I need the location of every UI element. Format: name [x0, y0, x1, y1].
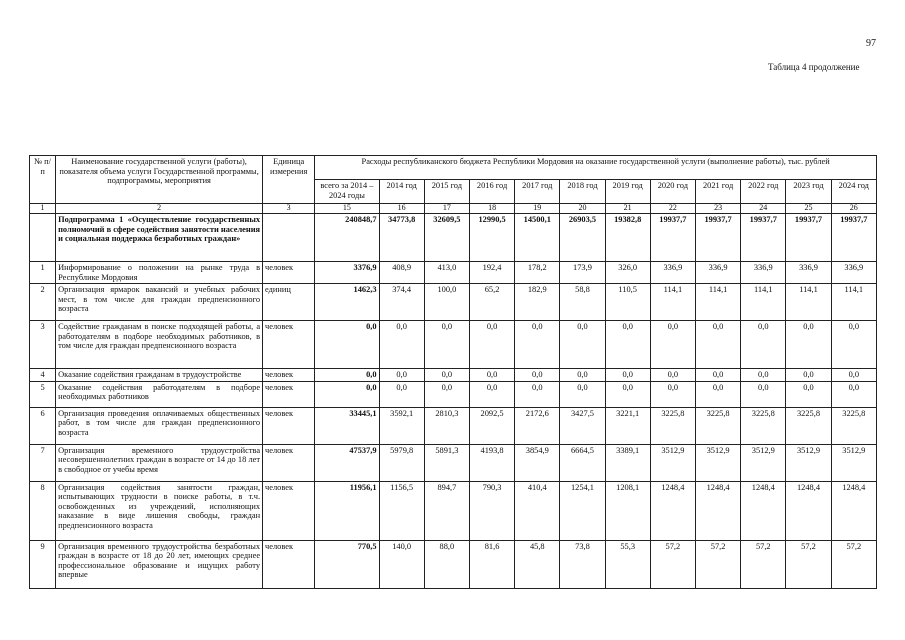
row-value: 192,4 [469, 262, 514, 284]
row-value: 19937,7 [831, 214, 876, 262]
header-year: 2016 год [469, 180, 514, 204]
row-value: 0,0 [831, 369, 876, 382]
row-total: 770,5 [315, 540, 379, 588]
row-value: 3225,8 [786, 407, 831, 444]
column-number: 19 [515, 204, 560, 214]
row-number: 6 [30, 407, 56, 444]
row-value: 0,0 [379, 381, 424, 407]
header-num: № п/п [30, 156, 56, 204]
row-value: 19382,8 [605, 214, 650, 262]
row-value: 0,0 [650, 369, 695, 382]
column-number: 16 [379, 204, 424, 214]
column-number: 20 [560, 204, 605, 214]
table-row [30, 381, 877, 407]
row-total: 47537,9 [315, 444, 379, 481]
row-value: 0,0 [786, 321, 831, 369]
row-value: 0,0 [560, 369, 605, 382]
row-value: 81,6 [469, 540, 514, 588]
table-caption: Таблица 4 продолжение [768, 62, 860, 72]
row-value: 0,0 [741, 381, 786, 407]
row-name: Организация ярмарок вакансий и учебных рабочих мест, в том числе для граждан предпенсионного возраста [56, 284, 263, 321]
row-total: 240848,7 [315, 214, 379, 262]
column-number: 2 [56, 204, 263, 214]
row-value: 12990,5 [469, 214, 514, 262]
row-value: 1248,4 [741, 481, 786, 540]
row-value: 57,2 [786, 540, 831, 588]
row-number: 1 [30, 262, 56, 284]
row-value: 57,2 [831, 540, 876, 588]
row-number: 5 [30, 381, 56, 407]
row-value: 140,0 [379, 540, 424, 588]
row-value: 408,9 [379, 262, 424, 284]
row-value: 0,0 [560, 381, 605, 407]
row-name: Организация временного трудоустройства несовершеннолетних граждан в возрасте от 14 до 18 лет в свободное от учебы время [56, 444, 263, 481]
row-unit: человек [263, 444, 315, 481]
column-number: 15 [315, 204, 379, 214]
row-value: 336,9 [650, 262, 695, 284]
column-number: 24 [741, 204, 786, 214]
page-number: 97 [866, 38, 876, 49]
header-unit: Единица измерения [263, 156, 315, 204]
row-value: 336,9 [831, 262, 876, 284]
row-value: 34773,8 [379, 214, 424, 262]
table-row [30, 321, 877, 369]
row-value: 2172,6 [515, 407, 560, 444]
row-value: 3512,9 [695, 444, 740, 481]
row-unit [263, 214, 315, 262]
row-value: 14500,1 [515, 214, 560, 262]
row-value: 3854,9 [515, 444, 560, 481]
row-name: Подпрограмма 1 «Осуществление государственных полномочий в сфере содействия занятости населения и социальная поддержка безработных граждан» [56, 214, 263, 262]
row-value: 0,0 [741, 321, 786, 369]
row-value: 336,9 [786, 262, 831, 284]
row-number: 7 [30, 444, 56, 481]
header-year: 2019 год [605, 180, 650, 204]
row-value: 1156,5 [379, 481, 424, 540]
row-value: 65,2 [469, 284, 514, 321]
column-number: 1 [30, 204, 56, 214]
column-numbers-row [30, 204, 877, 214]
row-value: 88,0 [424, 540, 469, 588]
row-value: 0,0 [831, 321, 876, 369]
header-expenses: Расходы республиканского бюджета Республики Мордовия на оказание государственной услуги (выполнение работы), тыс. рублей [315, 156, 877, 180]
row-value: 0,0 [786, 369, 831, 382]
column-number: 18 [469, 204, 514, 214]
row-value: 0,0 [379, 321, 424, 369]
row-value: 114,1 [650, 284, 695, 321]
row-value: 0,0 [424, 381, 469, 407]
row-value: 114,1 [741, 284, 786, 321]
header-year: 2018 год [560, 180, 605, 204]
header-year: 2014 год [379, 180, 424, 204]
row-value: 173,9 [560, 262, 605, 284]
row-value: 3592,1 [379, 407, 424, 444]
header-year: 2021 год [695, 180, 740, 204]
row-value: 55,3 [605, 540, 650, 588]
budget-table [29, 155, 877, 589]
row-name: Оказание содействия гражданам в трудоустройстве [56, 369, 263, 382]
row-number: 8 [30, 481, 56, 540]
row-value: 114,1 [695, 284, 740, 321]
header-year: 2015 год [424, 180, 469, 204]
header-year: 2022 год [741, 180, 786, 204]
row-value: 3221,1 [605, 407, 650, 444]
column-number: 3 [263, 204, 315, 214]
row-total: 1462,3 [315, 284, 379, 321]
row-total: 33445,1 [315, 407, 379, 444]
row-value: 4193,8 [469, 444, 514, 481]
column-number: 26 [831, 204, 876, 214]
row-value: 894,7 [424, 481, 469, 540]
row-value: 0,0 [424, 369, 469, 382]
row-name: Информирование о положении на рынке труда в Республике Мордовия [56, 262, 263, 284]
row-unit: человек [263, 262, 315, 284]
row-name: Организация содействия занятости граждан, испытывающих трудности в поиске работы, в т.ч. освобожденных из учреждений, исполняющих наказание в виде лишения свободы, граждан предпенсионного возраста [56, 481, 263, 540]
row-value: 3225,8 [831, 407, 876, 444]
row-value: 57,2 [695, 540, 740, 588]
row-value: 1248,4 [650, 481, 695, 540]
row-value: 0,0 [515, 321, 560, 369]
row-unit: человек [263, 321, 315, 369]
table-row [30, 481, 877, 540]
row-value: 100,0 [424, 284, 469, 321]
row-name: Организация проведения оплачиваемых общественных работ, в том числе для граждан предпенсионного возраста [56, 407, 263, 444]
row-unit: человек [263, 540, 315, 588]
row-value: 3225,8 [695, 407, 740, 444]
row-value: 26903,5 [560, 214, 605, 262]
row-value: 0,0 [831, 381, 876, 407]
table-row [30, 214, 877, 262]
row-value: 1248,4 [695, 481, 740, 540]
row-unit: человек [263, 481, 315, 540]
row-value: 3512,9 [650, 444, 695, 481]
row-value: 73,8 [560, 540, 605, 588]
row-value: 3225,8 [650, 407, 695, 444]
row-value: 410,4 [515, 481, 560, 540]
row-value: 374,4 [379, 284, 424, 321]
row-value: 57,2 [650, 540, 695, 588]
header-year: 2017 год [515, 180, 560, 204]
row-number: 4 [30, 369, 56, 382]
row-name: Оказание содействия работодателям в подборе необходимых работников [56, 381, 263, 407]
row-value: 0,0 [741, 369, 786, 382]
row-value: 0,0 [469, 381, 514, 407]
row-value: 0,0 [379, 369, 424, 382]
row-unit: человек [263, 381, 315, 407]
column-number: 21 [605, 204, 650, 214]
row-total: 0,0 [315, 369, 379, 382]
row-value: 114,1 [831, 284, 876, 321]
row-value: 0,0 [424, 321, 469, 369]
row-value: 6664,5 [560, 444, 605, 481]
row-value: 0,0 [695, 369, 740, 382]
row-value: 336,9 [695, 262, 740, 284]
row-value: 45,8 [515, 540, 560, 588]
column-number: 22 [650, 204, 695, 214]
row-total: 3376,9 [315, 262, 379, 284]
table-row [30, 284, 877, 321]
row-value: 182,9 [515, 284, 560, 321]
row-value: 2092,5 [469, 407, 514, 444]
row-value: 32609,5 [424, 214, 469, 262]
row-value: 0,0 [515, 381, 560, 407]
row-name: Содействие гражданам в поиске подходящей работы, а работодателям в подборе необходимых работников, в том числе для граждан предпенсионного возраста [56, 321, 263, 369]
row-number [30, 214, 56, 262]
row-value: 0,0 [469, 369, 514, 382]
row-value: 3427,5 [560, 407, 605, 444]
row-value: 19937,7 [650, 214, 695, 262]
row-value: 5891,3 [424, 444, 469, 481]
row-value: 2810,3 [424, 407, 469, 444]
header-total: всего за 2014 – 2024 годы [315, 180, 379, 204]
row-number: 2 [30, 284, 56, 321]
row-value: 114,1 [786, 284, 831, 321]
row-value: 1248,4 [831, 481, 876, 540]
column-number: 23 [695, 204, 740, 214]
row-value: 0,0 [605, 321, 650, 369]
row-value: 0,0 [695, 321, 740, 369]
table-row [30, 369, 877, 382]
row-unit: единиц [263, 284, 315, 321]
row-value: 3389,1 [605, 444, 650, 481]
row-value: 57,2 [741, 540, 786, 588]
row-value: 19937,7 [695, 214, 740, 262]
row-value: 790,3 [469, 481, 514, 540]
header-year: 2024 год [831, 180, 876, 204]
row-value: 19937,7 [786, 214, 831, 262]
row-total: 0,0 [315, 321, 379, 369]
row-value: 0,0 [515, 369, 560, 382]
row-number: 3 [30, 321, 56, 369]
row-value: 58,8 [560, 284, 605, 321]
row-value: 178,2 [515, 262, 560, 284]
header-year: 2020 год [650, 180, 695, 204]
row-total: 11956,1 [315, 481, 379, 540]
row-value: 3512,9 [786, 444, 831, 481]
row-value: 110,5 [605, 284, 650, 321]
row-total: 0,0 [315, 381, 379, 407]
row-value: 3225,8 [741, 407, 786, 444]
column-number: 17 [424, 204, 469, 214]
row-value: 0,0 [560, 321, 605, 369]
row-value: 0,0 [650, 321, 695, 369]
table-body [30, 214, 877, 589]
row-value: 5979,8 [379, 444, 424, 481]
row-value: 413,0 [424, 262, 469, 284]
table-row [30, 407, 877, 444]
row-value: 0,0 [605, 369, 650, 382]
row-value: 0,0 [605, 381, 650, 407]
row-value: 336,9 [741, 262, 786, 284]
row-value: 3512,9 [831, 444, 876, 481]
table-row [30, 540, 877, 588]
row-value: 1248,4 [786, 481, 831, 540]
row-value: 1254,1 [560, 481, 605, 540]
row-value: 326,0 [605, 262, 650, 284]
row-value: 0,0 [650, 381, 695, 407]
header-year: 2023 год [786, 180, 831, 204]
row-value: 19937,7 [741, 214, 786, 262]
row-name: Организация временного трудоустройства безработных граждан в возрасте от 18 до 20 лет, имеющих среднее профессиональное образование и ищущих работу впервые [56, 540, 263, 588]
row-value: 0,0 [695, 381, 740, 407]
table-row [30, 262, 877, 284]
row-value: 0,0 [469, 321, 514, 369]
row-value: 0,0 [786, 381, 831, 407]
column-number: 25 [786, 204, 831, 214]
row-unit: человек [263, 369, 315, 382]
row-value: 3512,9 [741, 444, 786, 481]
row-unit: человек [263, 407, 315, 444]
header-name: Наименование государственной услуги (работы), показателя объема услуги Государственной программы, подпрограммы, мероприятия [56, 156, 263, 204]
table-row [30, 444, 877, 481]
row-number: 9 [30, 540, 56, 588]
row-value: 1208,1 [605, 481, 650, 540]
